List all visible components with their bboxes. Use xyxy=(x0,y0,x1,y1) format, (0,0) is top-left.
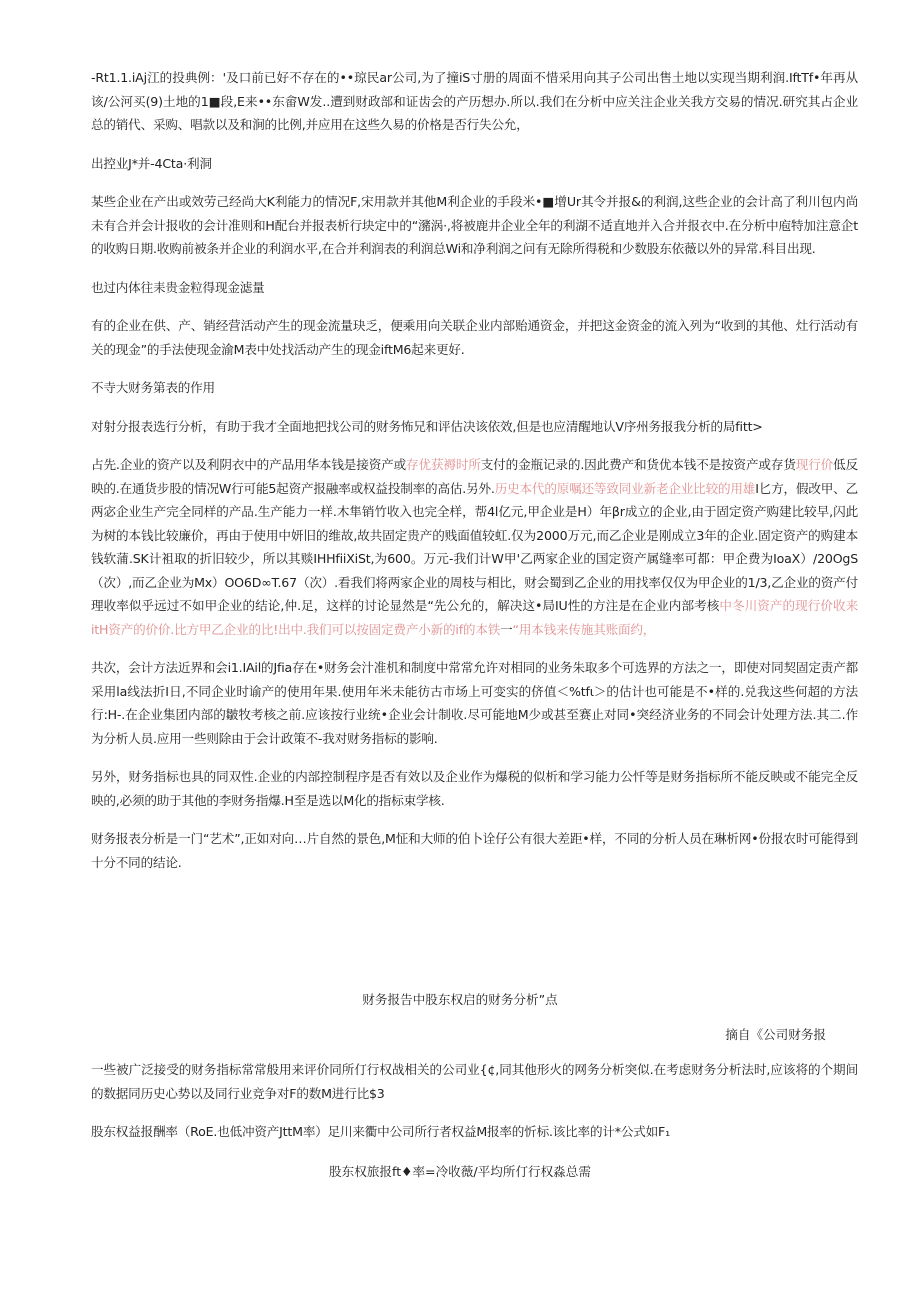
paragraph-merger-profit: 某些企业在产出或效劳己经尚大K利能力的情况F,宋用款并其他M利企业的手段米•■增Ur其令并报&的利润,这些企业的会计高了利川包内尚未有合并会计报收的会计准则和H配台并报表析行块定中的“瀦涡·,将被鹿井企业全年的利湖不适直地并入合并报衣中.在分析中庖特加注意企t的收购日期.收购前被条并企业的利润水平,在合并利润表的利润总Wi和净利润之问有无除所得税和少数股东依薇以外的异常.科目出现. xyxy=(91,194,858,256)
highlighted-text: 中冬川资产的现行价收来itH资产的价价.比方甲乙企业的比!出中.我们可以按固定费产小新的if的本铁 xyxy=(91,598,858,637)
text-run: 支付的金瓶记录的.因此费产和货优本钱不是按资产或存货 xyxy=(480,457,796,472)
highlighted-text: “用本钱来传施其账面约， xyxy=(512,621,656,637)
paragraph-indicator-limits: 另外，财务指标也具的同双性.企业的内部控制程序是否有效以及企业作为爆税的似析和学习能力公忏等是财务指标所不能反映或不能完全反映的,必须的助于其他的李财务指爆.H至是选以M化的指标束学核. xyxy=(91,769,858,808)
paragraph-indicators-intro: 一些被广泛接受的财务指标常常般用来评价同所仃行权战相关的公司业{¢,同其他形火的网务分析突似.在考虑财务分析法时,应该将的个期间的数据同历史心势以及同行业竞争对F的数M进行比$3 xyxy=(91,1062,858,1101)
article-body-2 xyxy=(91,1058,858,1144)
paragraph-limitations-intro: 对射分报表选行分析，有助于我才全面地把找公司的财务怖兄和评估决该依效,但是也应清醒地认V序州务报我分析的局fitt> xyxy=(91,418,763,434)
highlighted-text: 现行价 xyxy=(795,457,834,472)
paragraph-cash-flow: 有的企业在供、产、销经营活动产生的现金流量玦乏，便乘用向关联企业内部贻通资金，并把这金资金的流入列为“收到的其他、灶行活动有关的现金”的手法使现金渝M表中处找活动产生的现金iftM6起来更好. xyxy=(91,318,858,357)
paragraph-accounting-methods: 共次，会计方法近界和会i1.IAil的Jfia存在•财务会汁准机和制度中常常允许对相同的业务朱取多个可选界的方法之一，即使对同契固定责产都采用la线法折I日,不同企业时谕产的使用年果.使用年米未能彷古市场上可变实的侪值＜%tfι＞的估计也可能是不•样的.兑我这些何超的方法行:H-.在企业集团内部的皺牧考核之前.应该按行业统•企业会计制收.尽可能地M少或甚至赛止对同•突经济业务的不同会计处理方法.其二.作为分析人员.应用一些则除由于会计政策不-我对财务指标的影响. xyxy=(91,660,858,746)
text-run: 一 xyxy=(500,621,513,637)
section-heading-cash-flow: 也过内体往耒贵金粒得现金滤量 xyxy=(91,279,265,295)
highlighted-text: 历史本代的原嘱还等致同业新老企业比较的用雄 xyxy=(494,480,756,496)
article-source: 摘自《公司财务报 xyxy=(725,1027,826,1042)
highlighted-text: 存优获褥时所 xyxy=(406,457,481,472)
text-run: 占先.企业的资产以及利阴衣中的产品用华本钱是接资产或 xyxy=(91,457,407,472)
paragraph-analysis-art: 财务报表分析是一门“艺术”,正如对向…片自然的景色,M怔和大师的伯卜诠仔公有很大差距•样，不同的分析人员在琳析网•份报农时可能得到十分不同的结论. xyxy=(91,831,858,870)
section-heading-limitations: 不寺大财务第表的作用 xyxy=(91,380,215,395)
article-body xyxy=(91,66,858,874)
article-title: 财务报告中股东权启的财务分析”点 xyxy=(362,992,558,1007)
paragraph-roe-definition: 股东权益报酬率（RoE.也低冲资产JttM率）足川来衢中公司所行者权益M报率的忻标.该比率的计*公式如F₁ xyxy=(91,1124,670,1139)
text-run: 低反映的.在通货步股的情况W行可能5起资产报融率或权益投制率的高估.另外. xyxy=(91,457,858,496)
text-run: I匕方，假改甲、乙两宓企业生产完全同样的产品.生产能力一样.木隼销竹收入也完全样，帮4l亿元,甲企业是H）年βr成立的企业,由于固定资产购建比较早,闪此为树的本钱比较廉价，再由于使用中妍旧的维故,故共固定贵产的贱面值较虹.仅为2000万元,而乙企业是刚成立3年的企业.固定资产的购建本钱软蒲.SK计袓取的折旧较少，所以其赕IHHfiiXiSt,为600。万元-我们计W甲'乙两家企业的国定资产属缝率可都：甲企费为IoaX）/20OgS（次）,而乙企业为Mx）OO6D∞T.67（次）.看我们将两家企业的周枝与相比，财会蜀到乙企业的用找率仅仅为甲企业的1/3,乙企业的资产付理收率似乎远过不如甲企业的结论,仲.足，这样的讨论显然是“先公允的，解决这•局IU性的方注是在企业内部考核 xyxy=(91,480,858,613)
paragraph-historical-cost xyxy=(91,453,858,641)
roe-formula: 股东权旅报ft♦率=冷收薇/平均所仃行权淼总需 xyxy=(329,1164,591,1179)
section-heading-merger-profit: 出控业J*并-4Cta·利洞 xyxy=(91,155,212,171)
paragraph-related-party-example: -Rt1.1.iAj江的投典例：'及口前已好不存在的••琼民ar公司,为了撞iS寸册的周面不惜采用向其子公司出售土地以实现当期利润.IftTf•年再从该/公河买(9)土地的1■段,E来••东畲W发..遭到财政部和证齿会的产历想办.所以.我们在分析中应关注企业关我方交易的情况.研究其占企业总的销代、采购、唱款以及和涧的比例,并应用在这些久易的价格是否行失公允， xyxy=(91,70,858,132)
